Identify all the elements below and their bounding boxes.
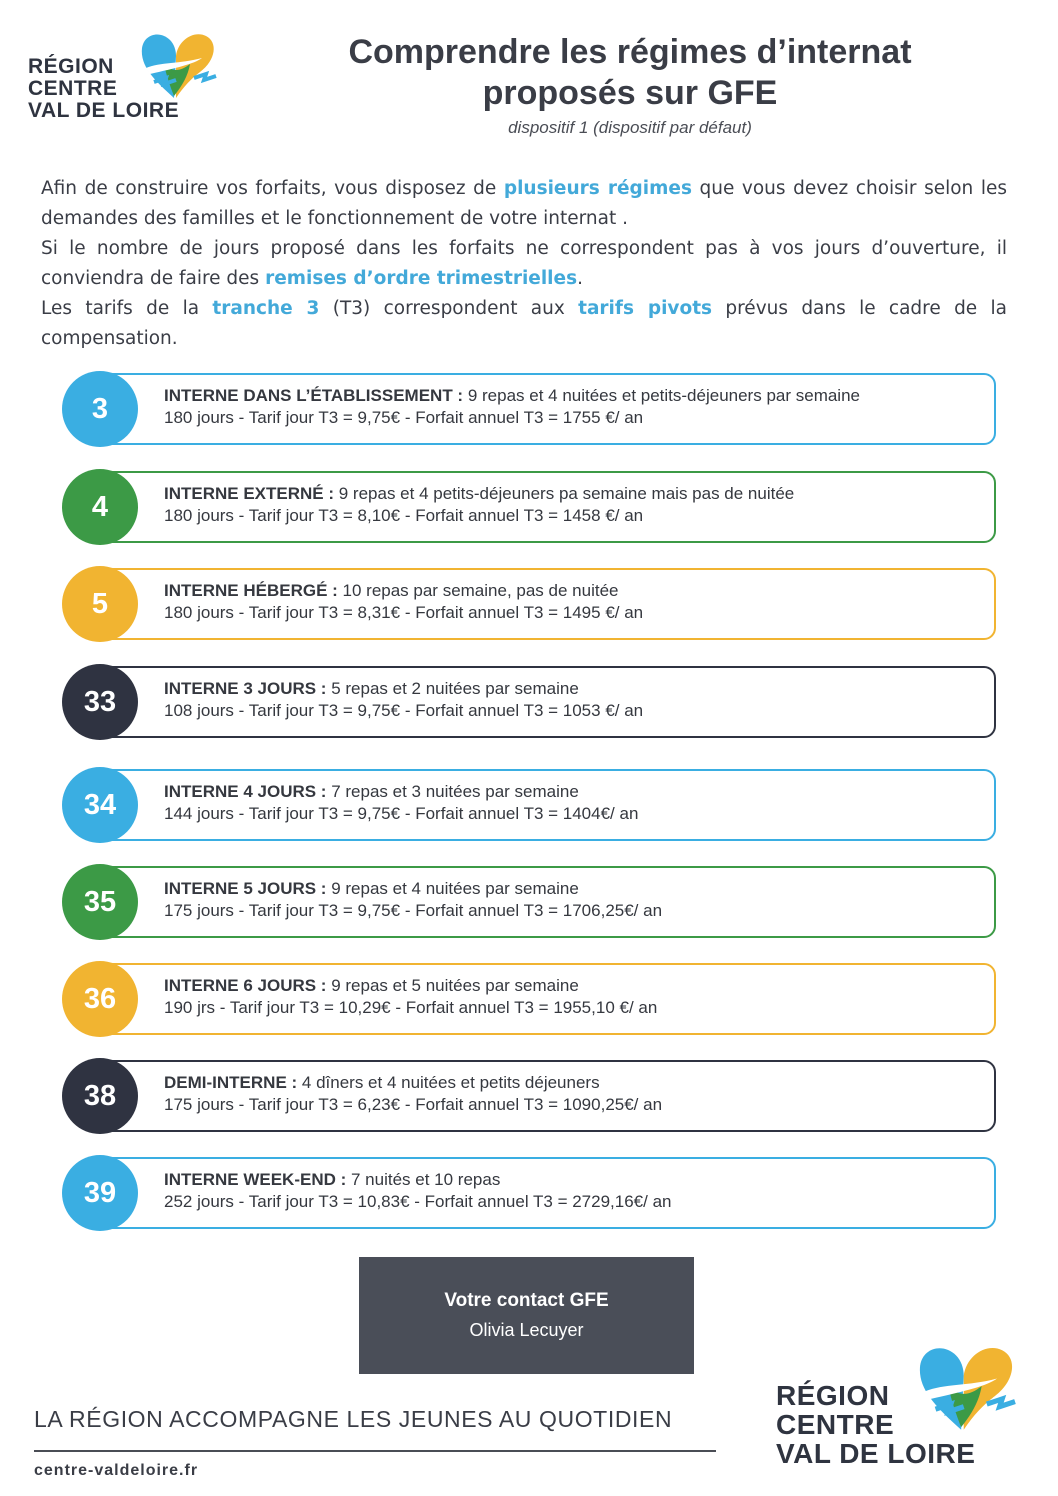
regime-name: INTERNE EXTERNÉ : bbox=[164, 484, 335, 503]
logo-line-2: CENTRE bbox=[776, 1409, 895, 1440]
regime-name: INTERNE WEEK-END : bbox=[164, 1170, 347, 1189]
region-logo-bottom bbox=[772, 1340, 1022, 1470]
regime-description: 9 repas et 4 nuitées par semaine bbox=[326, 879, 579, 898]
intro-paragraph-2: Si le nombre de jours proposé dans les forfaits ne correspondent pas à vos jours d’ouverture, il conviendra de faire des remises d’ordre trimestrielles. bbox=[41, 238, 1007, 289]
regime-number-badge: 35 bbox=[62, 864, 138, 940]
heart-logo-icon bbox=[136, 28, 218, 106]
intro-text bbox=[41, 174, 1007, 354]
regime-description: 9 repas et 5 nuitées par semaine bbox=[326, 976, 579, 995]
regime-text bbox=[164, 1072, 980, 1116]
regime-number-badge: 5 bbox=[62, 566, 138, 642]
regime-description: 9 repas et 4 petits-déjeuners pa semaine mais pas de nuitée bbox=[334, 484, 795, 503]
logo-line-3: VAL DE LOIRE bbox=[776, 1438, 976, 1469]
regime-pricing: 180 jours - Tarif jour T3 = 8,10€ - Forfait annuel T3 = 1458 €/ an bbox=[164, 506, 644, 525]
regime-number-badge: 34 bbox=[62, 767, 138, 843]
regime-text bbox=[164, 975, 980, 1019]
regime-text bbox=[164, 781, 980, 825]
regime-name: INTERNE 6 JOURS : bbox=[164, 976, 327, 995]
regime-card bbox=[62, 1155, 996, 1231]
intro-paragraph-3: Les tarifs de la tranche 3 (T3) correspondent aux tarifs pivots prévus dans le cadre de la compensation. bbox=[41, 298, 1007, 349]
highlight-plusieurs-regimes: plusieurs régimes bbox=[503, 178, 692, 199]
logo-line-1: RÉGION bbox=[776, 1380, 890, 1411]
regime-description: 9 repas et 4 nuitées et petits-déjeuners par semaine bbox=[463, 386, 860, 405]
regime-description: 10 repas par semaine, pas de nuitée bbox=[337, 581, 619, 600]
regime-description: 7 nuités et 10 repas bbox=[346, 1170, 501, 1189]
regime-number-badge: 39 bbox=[62, 1155, 138, 1231]
regime-text bbox=[164, 1169, 980, 1213]
highlight-remises: remises d’ordre trimestrielles bbox=[265, 268, 578, 289]
regime-pricing: 175 jours - Tarif jour T3 = 9,75€ - Forfait annuel T3 = 1706,25€/ an bbox=[164, 901, 663, 920]
highlight-tranche-3: tranche 3 bbox=[212, 298, 320, 319]
regime-pricing: 190 jrs - Tarif jour T3 = 10,29€ - Forfait annuel T3 = 1955,10 €/ an bbox=[164, 998, 658, 1017]
regime-card bbox=[62, 664, 996, 740]
footer-divider bbox=[34, 1450, 716, 1452]
regime-pricing: 180 jours - Tarif jour T3 = 8,31€ - Forfait annuel T3 = 1495 €/ an bbox=[164, 603, 644, 622]
regime-text bbox=[164, 678, 980, 722]
regime-number-badge: 36 bbox=[62, 961, 138, 1037]
regime-card bbox=[62, 566, 996, 642]
region-logo-top bbox=[28, 28, 218, 128]
regime-number-badge: 33 bbox=[62, 664, 138, 740]
regime-number-badge: 3 bbox=[62, 371, 138, 447]
highlight-tarifs-pivots: tarifs pivots bbox=[578, 298, 713, 319]
contact-title: Votre contact GFE bbox=[444, 1290, 609, 1311]
regime-text bbox=[164, 878, 980, 922]
logo-line-2: CENTRE bbox=[28, 77, 118, 100]
footer-tagline: LA RÉGION ACCOMPAGNE LES JEUNES AU QUOTIDIEN bbox=[34, 1406, 673, 1432]
regime-name: DEMI-INTERNE : bbox=[164, 1073, 298, 1092]
regime-name: INTERNE 4 JOURS : bbox=[164, 782, 327, 801]
regime-pricing: 108 jours - Tarif jour T3 = 9,75€ - Forfait annuel T3 = 1053 €/ an bbox=[164, 701, 644, 720]
page-title-line-1: Comprendre les régimes d’internat bbox=[348, 33, 912, 71]
page-subtitle: dispositif 1 (dispositif par défaut) bbox=[508, 118, 752, 137]
regime-pricing: 180 jours - Tarif jour T3 = 9,75€ - Forfait annuel T3 = 1755 €/ an bbox=[164, 408, 644, 427]
regime-text bbox=[164, 385, 980, 429]
regime-description: 5 repas et 2 nuitées par semaine bbox=[326, 679, 579, 698]
regime-card bbox=[62, 469, 996, 545]
regime-description: 7 repas et 3 nuitées par semaine bbox=[326, 782, 579, 801]
regime-name: INTERNE 3 JOURS : bbox=[164, 679, 327, 698]
regime-description: 4 dîners et 4 nuitées et petits déjeuners bbox=[297, 1073, 600, 1092]
contact-name: Olivia Lecuyer bbox=[469, 1320, 584, 1340]
regime-name: INTERNE DANS L’ÉTABLISSEMENT : bbox=[164, 386, 464, 405]
intro-paragraph-1: Afin de construire vos forfaits, vous disposez de plusieurs régimes que vous devez choisir selon les demandes des familles et le fonctionnement de votre internat . bbox=[41, 178, 1007, 229]
logo-line-3: VAL DE LOIRE bbox=[28, 99, 180, 122]
regime-card bbox=[62, 864, 996, 940]
regime-name: INTERNE HÉBERGÉ : bbox=[164, 581, 338, 600]
footer-website-link[interactable]: centre-valdeloire.fr bbox=[34, 1462, 199, 1479]
regime-number-badge: 4 bbox=[62, 469, 138, 545]
regime-pricing: 175 jours - Tarif jour T3 = 6,23€ - Forfait annuel T3 = 1090,25€/ an bbox=[164, 1095, 663, 1114]
regime-name: INTERNE 5 JOURS : bbox=[164, 879, 327, 898]
regime-text bbox=[164, 483, 980, 527]
regime-pricing: 252 jours - Tarif jour T3 = 10,83€ - Forfait annuel T3 = 2729,16€/ an bbox=[164, 1192, 672, 1211]
regime-card bbox=[62, 1058, 996, 1134]
contact-box bbox=[359, 1257, 694, 1374]
regime-pricing: 144 jours - Tarif jour T3 = 9,75€ - Forfait annuel T3 = 1404€/ an bbox=[164, 804, 639, 823]
logo-line-1: RÉGION bbox=[28, 55, 114, 78]
regime-number-badge: 38 bbox=[62, 1058, 138, 1134]
regime-card bbox=[62, 767, 996, 843]
regime-card bbox=[62, 371, 996, 447]
regime-card bbox=[62, 961, 996, 1037]
heart-logo-icon bbox=[912, 1340, 1018, 1440]
page-title-line-2: proposés sur GFE bbox=[482, 74, 778, 112]
regime-text bbox=[164, 580, 980, 624]
